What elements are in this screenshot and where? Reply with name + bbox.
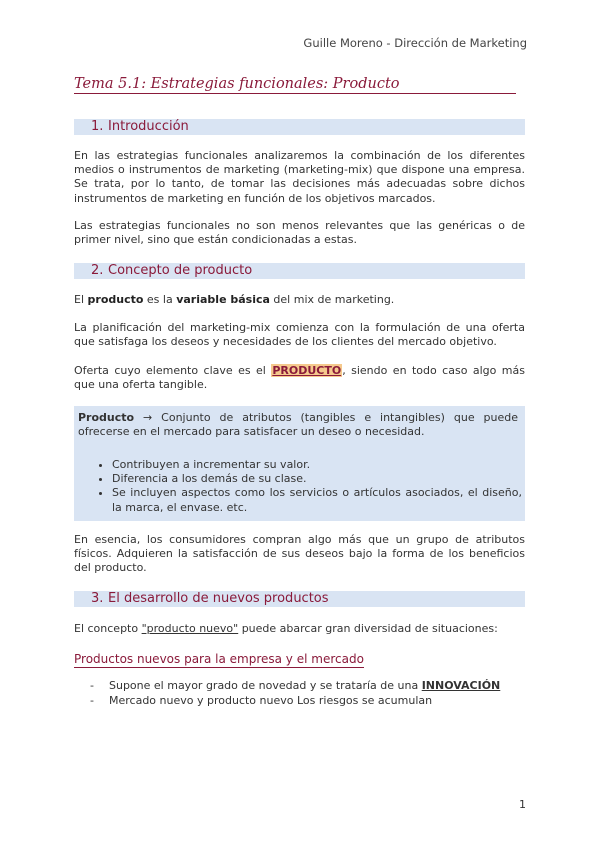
concepto-paragraph-2: La planificación del marketing-mix comienza con la formulación de una oferta que satisfaga los deseos y necesidades de los clientes del mercado objetivo. [74, 321, 525, 349]
dash-marker: - [90, 679, 94, 692]
section-label: El desarrollo de nuevos productos [108, 591, 329, 606]
text: El [74, 293, 88, 306]
section-number: 1. [91, 119, 104, 134]
concepto-paragraph-4: En esencia, los consumidores compran algo más que un grupo de atributos físicos. Adquieren la satisfacción de sus deseos bajo la forma de los beneficios del producto. [74, 533, 525, 575]
bold-term-variable: variable básica [176, 293, 270, 306]
desarrollo-paragraph-1 [74, 622, 525, 636]
list-item: • Se incluyen aspectos como los servicios o artículos asociados, el diseño, la marca, el envase. etc. [112, 486, 522, 514]
list-item: • Diferencia a los demás de su clase. [112, 472, 522, 486]
definition-bullets [78, 458, 522, 515]
section-heading-introduccion [74, 119, 525, 135]
list-item: • Contribuyen a incrementar su valor. [112, 458, 522, 472]
text: , siendo en todo caso algo más que una oferta tangible. [74, 364, 525, 392]
subheading: Productos nuevos para la empresa y el mercado [74, 652, 364, 666]
concepto-paragraph-1 [74, 293, 525, 307]
title-underline [74, 76, 516, 94]
underlined-term: "producto nuevo" [141, 622, 239, 635]
text: Oferta cuyo elemento clave es el [74, 364, 272, 377]
page-number: 1 [519, 798, 526, 811]
bold-term-producto: producto [87, 293, 144, 306]
page-header: Guille Moreno - Dirección de Marketing [303, 36, 527, 50]
text: Supone el mayor grado de novedad y se trataría de una [109, 679, 422, 692]
innovacion-term: INNOVACIÓN [421, 679, 501, 692]
text: del mix de marketing. [269, 293, 395, 306]
page-title: Tema 5.1: Estrategias funcionales: Producto [74, 76, 400, 92]
arrow-icon: → [143, 411, 153, 424]
intro-paragraph-2: Las estrategias funcionales no son menos relevantes que las genéricas o de primer nivel, sino que están condicionadas a estas. [74, 219, 525, 247]
section-number: 3. [91, 591, 104, 606]
highlight-producto: PRODUCTO [272, 364, 342, 377]
dash-item-text [109, 679, 500, 693]
definition-body: Conjunto de atributos (tangibles e intangibles) que puede ofrecerse en el mercado para satisfacer un deseo o necesidad. [78, 411, 518, 439]
text: El concepto [74, 622, 142, 635]
definition-term: Producto [78, 411, 135, 424]
text: es la [143, 293, 177, 306]
text: puede abarcar gran diversidad de situaciones: [238, 622, 498, 635]
definition-box [74, 406, 525, 521]
dash-marker: - [90, 694, 94, 707]
concepto-paragraph-3 [74, 364, 525, 392]
section-number: 2. [91, 263, 104, 278]
section-label: Concepto de producto [108, 263, 253, 278]
dash-item-text: Mercado nuevo y producto nuevo Los riesgos se acumulan [109, 694, 433, 707]
section-heading-concepto [74, 263, 525, 279]
intro-paragraph-1: En las estrategias funcionales analizaremos la combinación de los diferentes medios o instrumentos de marketing (marketing-mix) que dispone una empresa. Se trata, por lo tanto, de tomar las decisiones más adecuadas sobre dichos instrumentos de marketing en función de los objetivos marcados. [74, 149, 525, 205]
section-label: Introducción [108, 119, 189, 134]
section-heading-desarrollo [74, 591, 525, 607]
definition-text [78, 411, 518, 439]
